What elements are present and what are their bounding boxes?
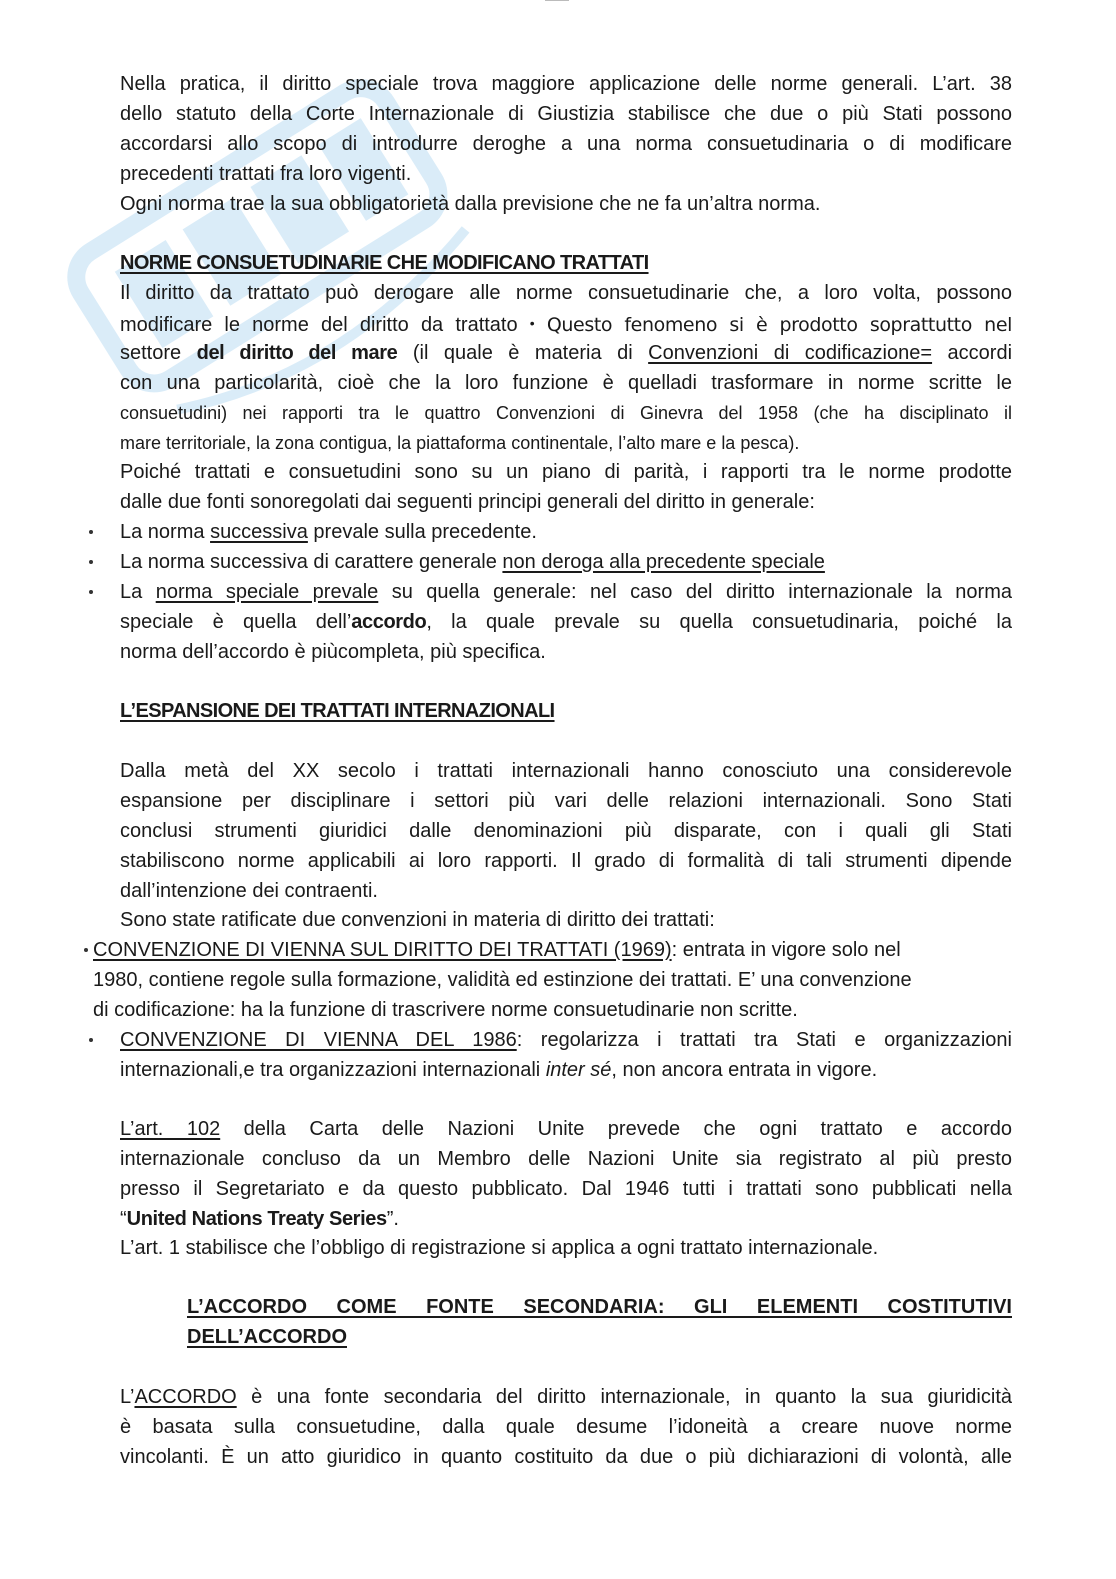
text-span: speciale è quella dell’ — [120, 611, 352, 633]
text-span: , non ancora entrata in vigore. — [611, 1059, 878, 1081]
list-bullet — [89, 530, 93, 534]
underlined-span: successiva — [210, 521, 308, 543]
paragraph — [120, 816, 1012, 846]
underlined-span: ACCORDO — [134, 1386, 237, 1408]
paragraph — [120, 786, 1012, 816]
italic-span: inter sé — [545, 1059, 612, 1081]
underlined-span: norma speciale prevale — [155, 581, 379, 603]
text-span: La — [120, 581, 156, 603]
paragraph — [120, 338, 1012, 368]
list-bullet — [84, 948, 88, 952]
paragraph — [120, 457, 1012, 487]
paragraph — [120, 278, 1012, 308]
text-line: norma dell’accordo è piùcompleta, più specifica. — [120, 641, 546, 663]
paragraph — [120, 1174, 1012, 1204]
paragraph — [120, 1114, 1012, 1144]
text-line: conclusi strumenti giuridici dalle denominazioni più disparate, con i quali gli Stati — [120, 820, 1012, 842]
text-span: prevale sulla precedente. — [307, 521, 537, 543]
underlined-span: CONVENZIONE DI VIENNA DEL 1986 — [120, 1029, 517, 1051]
text-line: Nella pratica, il diritto speciale trova maggiore applicazione delle norme generali. L’art. 38 — [120, 73, 1012, 95]
list-item — [93, 935, 901, 965]
text-span: è una fonte secondaria del diritto internazionale, in quanto la sua giuridicità — [236, 1386, 1012, 1408]
text-span: modificare le norme del diritto da trattato — [120, 314, 518, 336]
text-span: : entrata in vigore solo nel — [671, 939, 901, 961]
list-item-continuation — [120, 607, 1012, 637]
text-line: vincolanti. È un atto giuridico in quanto costituito da due o più dichiarazioni di volontà, alle — [120, 1446, 1012, 1468]
section-heading-line-2: DELL’ACCORDO — [187, 1326, 347, 1348]
underlined-span: non deroga alla precedente speciale — [502, 551, 825, 573]
list-item-continuation — [120, 1055, 877, 1085]
text-line: dello statuto della Corte Internazionale di Giustizia stabilisce che due o più Stati possono — [120, 103, 1012, 125]
bold-span: United Nations Treaty Series — [126, 1208, 387, 1230]
list-bullet — [89, 590, 93, 594]
text-line: dalle due fonti sonoregolati dai seguenti principi generali del diritto in generale: — [120, 491, 815, 513]
paragraph — [120, 368, 1012, 398]
section-heading: NORME CONSUETUDINARIE CHE MODIFICANO TRATTATI — [120, 252, 649, 274]
list-bullet — [89, 560, 93, 564]
page-top-mark — [545, 0, 569, 5]
bold-span: del diritto del mare — [196, 342, 398, 364]
text-span: su quella generale: nel caso del diritto internazionale la norma — [378, 581, 1012, 603]
text-line: precedenti trattati fra loro vigenti. — [120, 163, 412, 185]
text-span: (il quale è materia di — [397, 342, 649, 364]
text-line: internazionale concluso da un Membro delle Nazioni Unite sia registrato al più presto — [120, 1148, 1012, 1170]
text-span: ”. — [386, 1208, 399, 1230]
text-line: consuetudini) nei rapporti tra le quattro Convenzioni di Ginevra del 1958 (che ha disciplinato il — [120, 403, 1012, 423]
paragraph — [120, 99, 1012, 129]
paragraph — [120, 1382, 1012, 1412]
text-span: Questo fenomeno si è prodotto soprattutto nel — [546, 314, 1012, 336]
text-span: accordi — [932, 342, 1013, 364]
list-item — [120, 1025, 1012, 1055]
section-heading — [187, 1292, 1012, 1322]
bold-span: accordo — [351, 611, 427, 633]
text-line: con una particolarità, cioè che la loro funzione è quelladi trasformare in norme scritte le — [120, 372, 1012, 394]
text-span: , la quale prevale su quella consuetudinaria, poiché la — [426, 611, 1012, 633]
list-item — [120, 517, 537, 547]
text-line: 1980, contiene regole sulla formazione, validità ed estinzione dei trattati. E’ una convenzione — [93, 969, 912, 991]
paragraph — [120, 398, 1012, 428]
text-line: è basata sulla consuetudine, dalla quale desume l’idoneità a creare nuove norme — [120, 1416, 1012, 1438]
text-span: La norma — [120, 521, 211, 543]
text-span: “ — [120, 1208, 127, 1230]
text-line: Poiché trattati e consuetudini sono su un piano di parità, i rapporti tra le norme prodotte — [120, 461, 1012, 483]
text-line: Ogni norma trae la sua obbligatorietà dalla previsione che ne fa un’altra norma. — [120, 193, 821, 215]
text-line: mare territoriale, la zona contigua, la piattaforma continentale, l’alto mare e la pesca). — [120, 433, 800, 453]
text-span: internazionali,e tra organizzazioni internazionali — [120, 1059, 546, 1081]
text-line: presso il Segretariato e da questo pubblicato. Dal 1946 tutti i trattati sono pubblicati nella — [120, 1178, 1012, 1200]
paragraph — [120, 1442, 1012, 1472]
text-span: della Carta delle Nazioni Unite prevede che ogni trattato e accordo — [220, 1118, 1012, 1140]
paragraph — [120, 308, 1012, 340]
paragraph — [120, 69, 1012, 99]
text-line: espansione per disciplinare i settori più vari delle relazioni internazionali. Sono Stati — [120, 790, 1012, 812]
list-item — [120, 547, 825, 577]
paragraph — [120, 1144, 1012, 1174]
paragraph — [120, 846, 1012, 876]
text-span: L’ — [120, 1386, 135, 1408]
text-line: Sono state ratificate due convenzioni in materia di diritto dei trattati: — [120, 909, 715, 931]
underlined-span: CONVENZIONE DI VIENNA SUL DIRITTO DEI TRATTATI (1969) — [93, 939, 672, 961]
bullet-dot: • — [529, 315, 535, 331]
text-line: stabiliscono norme applicabili ai loro rapporti. Il grado di formalità di tali strumenti dipende — [120, 850, 1012, 872]
text-line: Il diritto da trattato può derogare alle norme consuetudinarie che, a loro volta, possono — [120, 282, 1012, 304]
text-line: di codificazione: ha la funzione di trascrivere norme consuetudinarie non scritte. — [93, 999, 798, 1021]
paragraph — [120, 1412, 1012, 1442]
text-line: accordarsi allo scopo di introdurre deroghe a una norma consuetudinaria o di modificare — [120, 133, 1012, 155]
paragraph — [120, 756, 1012, 786]
text-line: L’art. 1 stabilisce che l’obbligo di registrazione si applica a ogni trattato internazionale. — [120, 1237, 879, 1259]
text-span: La norma successiva di carattere generale — [120, 551, 503, 573]
text-line: Dalla metà del XX secolo i trattati internazionali hanno conosciuto una considerevole — [120, 760, 1012, 782]
paragraph — [120, 129, 1012, 159]
text-line: dall’intenzione dei contraenti. — [120, 880, 378, 902]
heading-line: L’ACCORDO COME FONTE SECONDARIA: GLI ELEMENTI COSTITUTIVI — [187, 1296, 1012, 1318]
list-item — [120, 577, 1012, 607]
underlined-span: Convenzioni di codificazione= — [648, 342, 933, 364]
list-bullet — [89, 1038, 93, 1042]
section-heading: L’ESPANSIONE DEI TRATTATI INTERNAZIONALI — [120, 700, 555, 722]
underlined-span: L’art. 102 — [120, 1118, 221, 1140]
text-line — [120, 1204, 399, 1234]
text-span: settore — [120, 342, 197, 364]
text-span: : regolarizza i trattati tra Stati e organizzazioni — [516, 1029, 1012, 1051]
